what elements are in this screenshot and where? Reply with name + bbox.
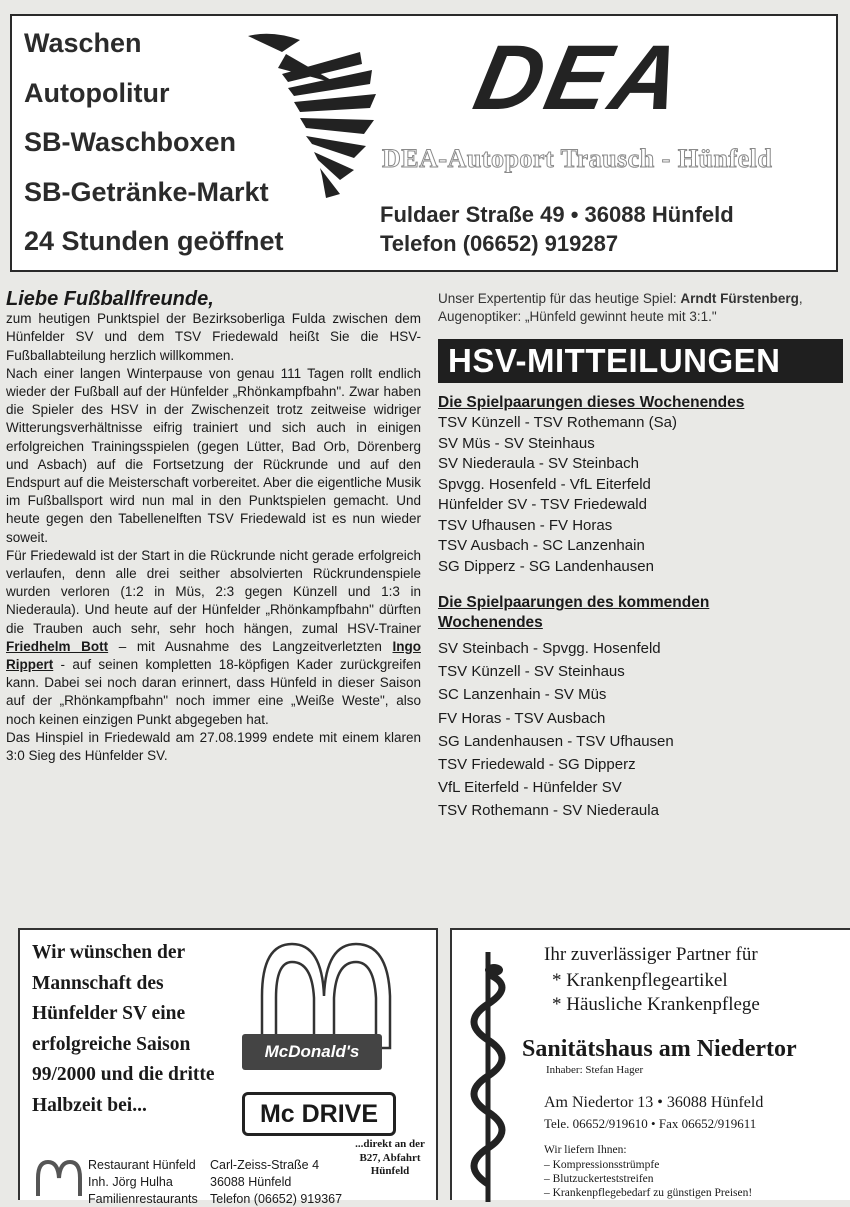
caduceus-icon: [458, 952, 518, 1202]
intro-paragraph-3-part-a: Für Friedewald ist der Start in die Rückrunde nicht gerade erfolgreich verlaufen, denn alle drei seither absolvierten Rückrundenspiele wurden verloren (1:2 in Müs, 2:3 gegen Künzell und 1:3 in Niederaula). Und heute auf der Hünfelder „Rhönkampfbahn" dürften die Trauben auch sehr, sehr hoch hängen, zumal HSV-Trainer: [6, 547, 421, 636]
mitteilungen-banner: HSV-MITTEILUNGEN: [438, 339, 843, 383]
san-deliver-1: – Kompressionsstrümpfe: [544, 1159, 660, 1171]
service-opening-hours: 24 Stunden geöffnet: [24, 226, 284, 256]
dea-logo: DEA: [466, 27, 695, 129]
right-column: [438, 290, 843, 823]
match-item: SG Dipperz - SG Landenhausen: [438, 557, 654, 575]
tip-expert-name: Arndt Fürstenberg: [680, 291, 799, 306]
san-owner: Inhaber: Stefan Hager: [546, 1064, 644, 1076]
mc-owner: Inh. Jörg Hulha: [88, 1175, 173, 1189]
service-waschboxen: SB-Waschboxen: [24, 127, 237, 157]
match-item: SV Niederaula - SV Steinbach: [438, 455, 639, 472]
service-waschen: Waschen: [24, 28, 142, 58]
match-item: TSV Rothemann - SV Niederaula: [438, 802, 659, 820]
service-autopolitur: Autopolitur: [24, 78, 170, 108]
mc-directions: ...direkt an der B27, Abfahrt Hünfeld: [355, 1138, 425, 1177]
dea-pegasus-icon: [242, 30, 382, 210]
match-item: VfL Eiterfeld - Hünfelder SV: [438, 779, 622, 797]
mc-street: Carl-Zeiss-Straße 4: [210, 1158, 320, 1172]
match-item: SC Lanzenhain - SV Müs: [438, 686, 607, 704]
mc-restaurant: Restaurant Hünfeld: [88, 1158, 196, 1172]
service-getraenke: SB-Getränke-Markt: [24, 177, 269, 207]
next-weekend-title: Die Spielpaarungen des kommenden Wochenendes: [438, 594, 710, 631]
mc-city: 36088 Hünfeld: [210, 1175, 292, 1189]
intro-paragraph-4: Das Hinspiel in Friedewald am 27.08.1999 endete mit einem klaren 3:0 Sieg des Hünfelder SV.: [6, 729, 421, 764]
san-deliver-3: – Krankenpflegebedarf zu günstigen Preisen!: [544, 1187, 753, 1199]
match-item: SV Müs - SV Steinhaus: [438, 434, 595, 452]
mc-phone: Telefon (06652) 919367: [210, 1192, 343, 1206]
intro-heading: Liebe Fußballfreunde,: [6, 288, 214, 310]
san-item-1: * Krankenpflegeartikel: [552, 970, 728, 991]
san-address: Am Niedertor 13 • 36088 Hünfeld: [544, 1094, 764, 1111]
trainer-name: Friedhelm Bott: [6, 638, 109, 654]
san-name: Sanitätshaus am Niedertor: [522, 1036, 797, 1062]
san-deliver-2: – Blutzuckerteststreifen: [544, 1173, 654, 1185]
match-item: Spvgg. Hosenfeld - VfL Eiterfeld: [438, 475, 651, 493]
intro-paragraph-3-part-c: - auf seinen kompletten 18-köpfigen Kader zurückgreifen kann. Dabei sei noch daran erinnert, dass Hünfeld in dieser Saison auf der „Rhönkampfbahn" noch immer eine „Weiße Weste", also noch keinen einzigen Punkt abgegeben hat.: [6, 657, 421, 727]
san-item-2: * Häusliche Krankenpflege: [552, 994, 760, 1015]
intro-paragraph-3: [6, 547, 421, 729]
match-item: TSV Friedewald - SG Dipperz: [438, 756, 636, 774]
next-weekend-list: [438, 637, 843, 823]
match-item: SG Landenhausen - TSV Ufhausen: [438, 732, 674, 750]
match-item: TSV Ufhausen - FV Horas: [438, 516, 613, 534]
san-phone: Tele. 06652/919610 • Fax 06652/919611: [544, 1116, 757, 1131]
dea-phone: Telefon (06652) 919287: [380, 231, 619, 256]
this-weekend-title: Die Spielpaarungen dieses Wochenendes: [438, 394, 745, 411]
dea-advertisement: [10, 14, 838, 272]
match-item: TSV Ausbach - SC Lanzenhain: [438, 537, 645, 554]
dea-shop-name: DEA-Autoport Trausch - Hünfeld: [382, 144, 773, 173]
match-item: FV Horas - TSV Ausbach: [438, 709, 606, 727]
mcdonalds-advertisement: [18, 928, 438, 1206]
intro-article: [6, 290, 421, 765]
mcdonalds-logo-sign: McDonald's: [242, 1034, 382, 1070]
sanitaetshaus-advertisement: [450, 928, 850, 1200]
san-tagline: Ihr zuverlässiger Partner für: [544, 944, 758, 965]
expert-tip: [438, 290, 843, 325]
mc-family: Familienrestaurants: [88, 1192, 198, 1206]
match-item: TSV Künzell - TSV Rothemann (Sa): [438, 414, 677, 431]
intro-paragraph-3-part-b: – mit Ausnahme des Langzeitverletzten: [108, 638, 393, 654]
tip-prefix: Unser Expertentip für das heutige Spiel:: [438, 291, 681, 306]
match-item: SV Steinbach - Spvgg. Hosenfeld: [438, 640, 661, 657]
mc-drive-logo: Mc DRIVE: [242, 1092, 396, 1136]
mc-message: Wir wünschen der Mannschaft des Hünfelder SV eine erfolgreiche Saison 99/2000 und die dritte Halbzeit bei...: [32, 942, 215, 1116]
tip-suffix: , Augenoptiker: „Hünfeld gewinnt heute mit 3:1.": [438, 291, 803, 324]
this-weekend-list: [438, 413, 843, 577]
match-item: Hünfelder SV - TSV Friedewald: [438, 496, 647, 513]
intro-paragraph-1: zum heutigen Punktspiel der Bezirksoberliga Fulda zwischen dem Hünfelder SV und dem TSV Friedewald heißt Sie die HSV-Fußballabteilung herzlich willkommen.: [6, 311, 421, 363]
match-item: TSV Künzell - SV Steinhaus: [438, 663, 625, 681]
san-deliver-title: Wir liefern Ihnen:: [544, 1144, 627, 1156]
intro-paragraph-2: Nach einer langen Winterpause von genau 111 Tagen rollt endlich wieder der Fußball auf der Hünfelder „Rhönkampfbahn". Zwar haben die Spieler des HSV in der Zwischenzeit trotz zeitweise widriger Witterungsverhältnisse eifrig trainiert und sich auch in einigen erfolgreichen Trainingsspielen (gegen Lütter, Bad Orb, Dörenberg und Asbach) auf die Fortsetzung der Rückrunde und auf den Endspurt auf die Meisterschaft vorbereitet. Aber die eigentliche Musik im Fußballsport wird nun mal in den Punktspielen gemacht. Und heute gegen den Tabellenelften TSV Friedewald ist es nun wieder soweit.: [6, 365, 421, 545]
mc-small-arches-icon: [34, 1158, 84, 1198]
injured-player-name: Ingo Rippert: [6, 638, 421, 673]
dea-address: Fuldaer Straße 49 • 36088 Hünfeld: [380, 202, 734, 227]
